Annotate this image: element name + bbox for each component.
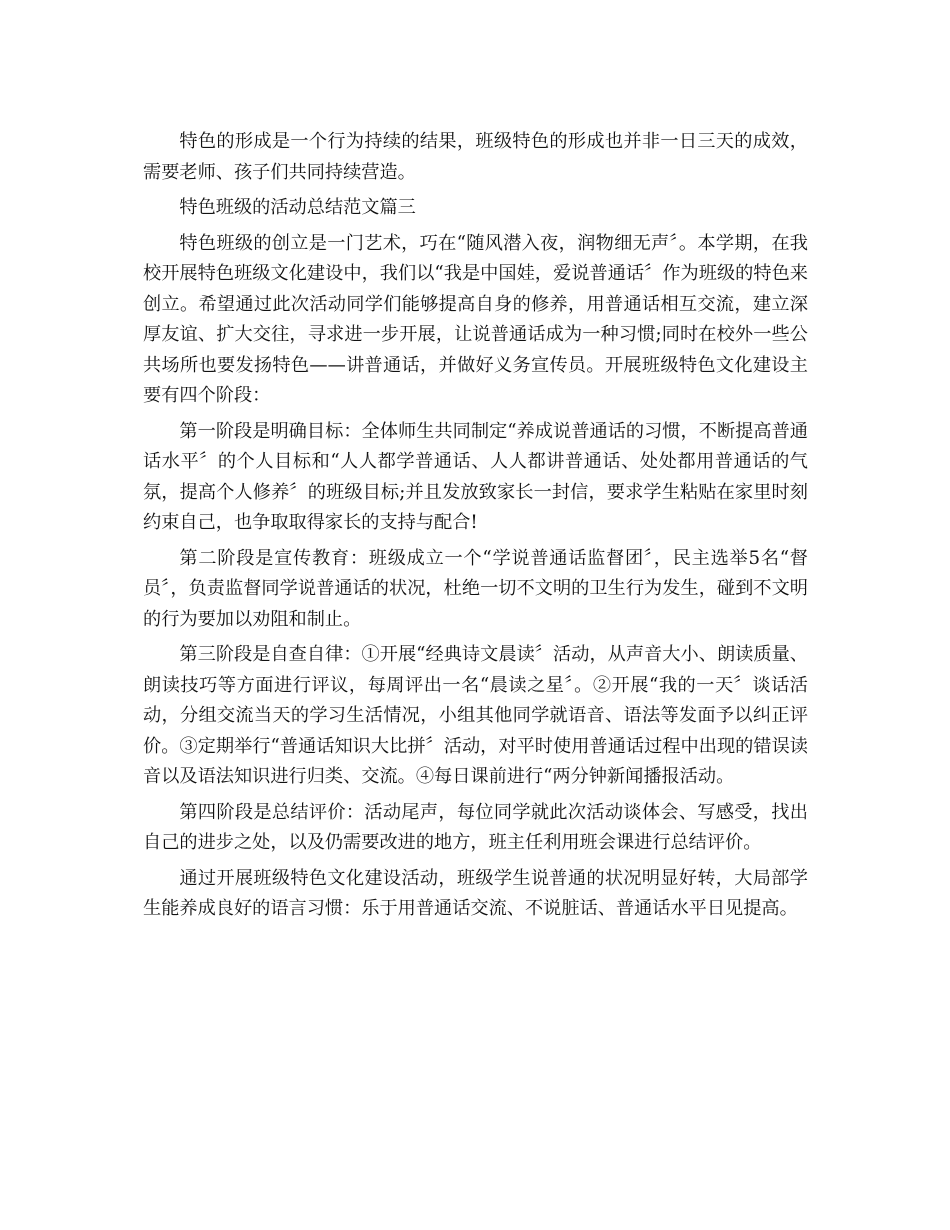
document-body [143, 127, 808, 930]
paragraph-stage-1: 第一阶段是明确目标：全体师生共同制定“养成说普通话的习惯，不断提高普通话水平〞的个人目标和“人人都学普通话、人人都讲普通话、处处都用普通话的气氛，提高个人修养〞的班级目标;并且发放致家长一封信，要求学生粘贴在家里时刻约束自己，也争取取得家长的支持与配合! [143, 420, 808, 533]
paragraph-stage-3: 第三阶段是自查自律：①开展“经典诗文晨读〞活动，从声音大小、朗读质量、朗读技巧等方面进行评议，每周评出一名“晨读之星〞。②开展“我的一天〞谈话活动，分组交流当天的学习生活情况，小组其他同学就语音、语法等发面予以纠正评价。③定期举行“普通话知识大比拼〞活动，对平时使用普通话过程中出现的错误读音以及语法知识进行归类、交流。④每日课前进行“两分钟新闻播报活动。 [143, 644, 808, 787]
paragraph-1: 特色的形成是一个行为持续的结果，班级特色的形成也并非一日三天的成效，需要老师、孩子们共同持续营造。 [143, 131, 808, 183]
paragraph-intro: 特色班级的创立是一门艺术，巧在“随风潜入夜，润物细无声〞。本学期，在我校开展特色班级文化建设中，我们以“我是中国娃，爱说普通话〞作为班级的特色来创立。希望通过此次活动同学们能够提高自身的修养，用普通话相互交流，建立深厚友谊、扩大交往，寻求进一步开展，让说普通话成为一种习惯;同时在校外一些公共场所也要发扬特色——讲普通话，并做好义务宣传员。开展班级特色文化建设主要有四个阶段： [143, 232, 808, 406]
section-heading: 特色班级的活动总结范文篇三 [179, 197, 416, 218]
paragraph-stage-2: 第二阶段是宣传教育：班级成立一个“学说普通话监督团〞，民主选举5名“督员〞，负责监督同学说普通话的状况，杜绝一切不文明的卫生行为发生，碰到不文明的行为要加以劝阻和制止。 [143, 547, 808, 630]
paragraph-stage-4: 第四阶段是总结评价：活动尾声，每位同学就此次活动谈体会、写感受，找出自己的进步之处，以及仍需要改进的地方，班主任利用班会课进行总结评价。 [143, 801, 808, 853]
paragraph-conclusion: 通过开展班级特色文化建设活动，班级学生说普通的状况明显好转，大局部学生能养成良好的语言习惯：乐于用普通话交流、不说脏话、普通话水平日见提高。 [143, 867, 808, 919]
